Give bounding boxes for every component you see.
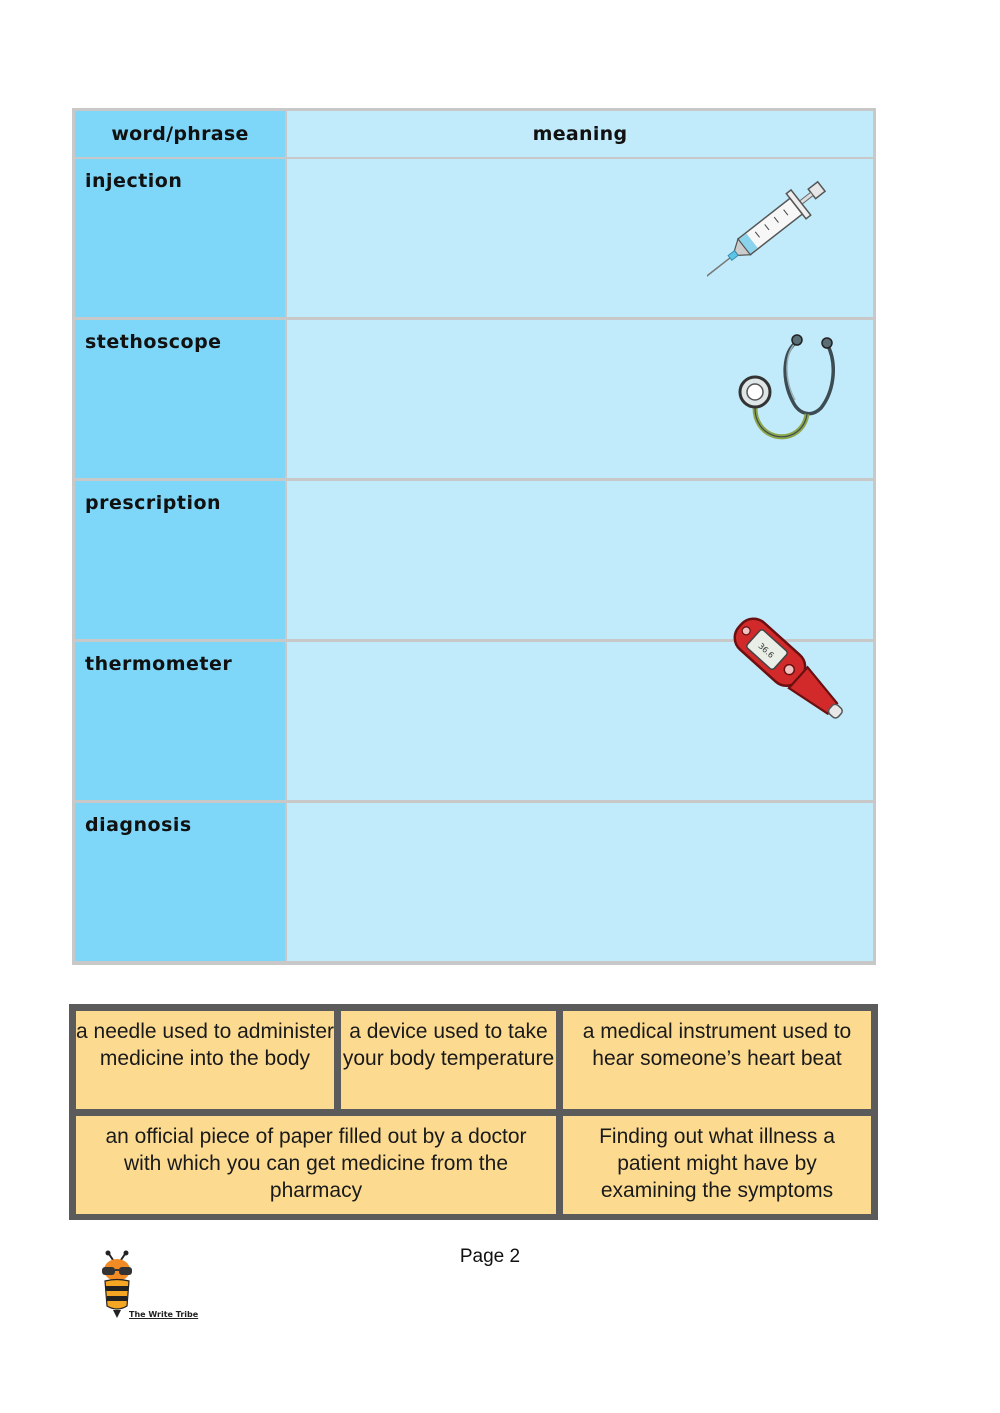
header-word-label: word/phrase	[111, 123, 249, 145]
header-word-phrase	[75, 111, 285, 157]
word-cell-diagnosis	[75, 803, 285, 961]
svg-text:36.6: 36.6	[756, 641, 776, 660]
bee-icon	[97, 1248, 137, 1318]
logo-text: The Write Tribe	[129, 1310, 199, 1319]
meaning-drop-zone-stethoscope[interactable]	[287, 320, 873, 478]
word-cell-thermometer	[75, 642, 285, 800]
header-meaning	[287, 111, 873, 157]
write-tribe-logo	[97, 1248, 207, 1328]
word-label: thermometer	[85, 653, 233, 675]
definition-cards-bank	[69, 1004, 878, 1220]
thermometer-icon	[723, 608, 863, 738]
word-cell-stethoscope	[75, 320, 285, 478]
meaning-drop-zone-injection[interactable]	[287, 159, 873, 317]
definition-card[interactable]: a needle used to administer medicine into the body	[76, 1011, 334, 1109]
stethoscope-icon	[735, 328, 850, 446]
header-meaning-label: meaning	[532, 123, 628, 145]
word-cell-prescription	[75, 481, 285, 639]
word-label: diagnosis	[85, 814, 192, 836]
page-number: Page 2	[459, 1246, 521, 1267]
syringe-icon	[707, 164, 837, 299]
word-label: injection	[85, 170, 183, 192]
word-label: prescription	[85, 492, 222, 514]
definition-card[interactable]: a device used to take your body temperature	[341, 1011, 556, 1109]
vocabulary-table	[72, 108, 876, 965]
meaning-drop-zone-diagnosis[interactable]	[287, 803, 873, 961]
word-cell-injection	[75, 159, 285, 317]
definition-card[interactable]: a medical instrument used to hear someone’s heart beat	[563, 1011, 871, 1109]
meaning-drop-zone-thermometer[interactable]	[287, 642, 873, 800]
definition-card[interactable]: Finding out what illness a patient might have by examining the symptoms	[563, 1116, 871, 1214]
definition-card[interactable]: an official piece of paper filled out by a doctor with which you can get medicine from the pharmacy	[76, 1116, 556, 1214]
word-label: stethoscope	[85, 331, 222, 353]
